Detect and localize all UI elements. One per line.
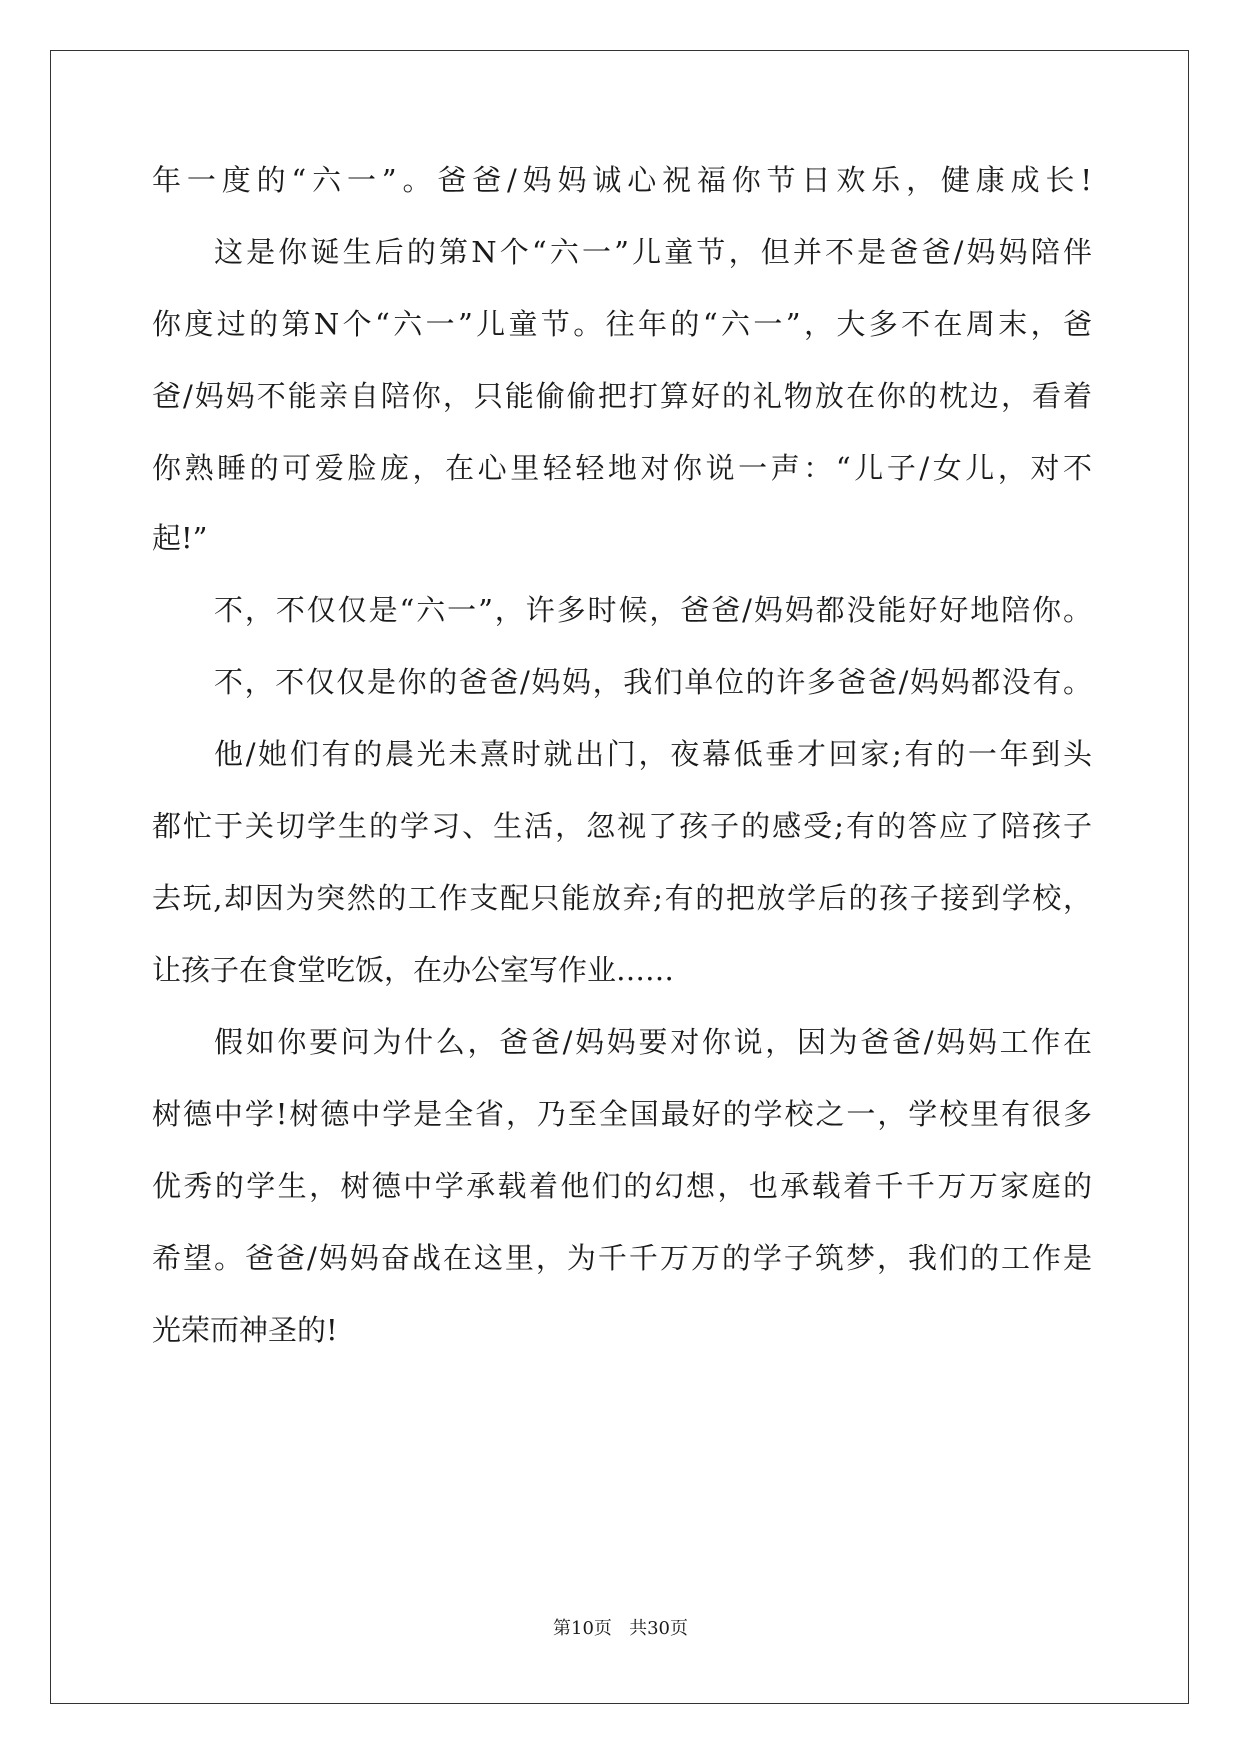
- text-line: 去玩,却因为突然的工作支配只能放弃;有的把放学后的孩子接到学校，: [152, 881, 1092, 915]
- text-line: 起!”: [152, 521, 208, 555]
- text-line: 树德中学!树德中学是全省，乃至全国最好的学校之一，学校里有很多: [152, 1097, 1092, 1131]
- text-line: 他/她们有的晨光未熹时就出门，夜幕低垂才回家;有的一年到头: [214, 737, 1092, 771]
- page-total: 共30页: [629, 1618, 688, 1639]
- text-line: 不，不仅仅是“六一”，许多时候，爸爸/妈妈都没能好好地陪你。: [214, 593, 1092, 627]
- text-line: 这是你诞生后的第N个“六一”儿童节，但并不是爸爸/妈妈陪伴: [214, 235, 1092, 269]
- text-line: 都忙于关切学生的学习、生活，忽视了孩子的感受;有的答应了陪孩子: [152, 809, 1092, 843]
- page-border: [50, 50, 1189, 1704]
- text-line: 爸/妈妈不能亲自陪你，只能偷偷把打算好的礼物放在你的枕边，看着: [152, 379, 1092, 413]
- text-line: 年一度的“六一”。爸爸/妈妈诚心祝福你节日欢乐，健康成长!: [152, 163, 1092, 197]
- text-line: 你熟睡的可爱脸庞，在心里轻轻地对你说一声：“儿子/女儿，对不: [152, 451, 1092, 485]
- text-line: 优秀的学生，树德中学承载着他们的幻想，也承载着千千万万家庭的: [152, 1169, 1092, 1203]
- page-number: 第10页: [553, 1618, 612, 1639]
- text-line: 你度过的第N个“六一”儿童节。往年的“六一”，大多不在周末，爸: [152, 307, 1092, 341]
- page-footer: [0, 1617, 1241, 1641]
- text-line: 假如你要问为什么，爸爸/妈妈要对你说，因为爸爸/妈妈工作在: [214, 1025, 1092, 1059]
- text-line: 不，不仅仅是你的爸爸/妈妈，我们单位的许多爸爸/妈妈都没有。: [214, 665, 1092, 699]
- text-line: 让孩子在食堂吃饭，在办公室写作业……: [152, 953, 675, 987]
- text-line: 希望。爸爸/妈妈奋战在这里，为千千万万的学子筑梦，我们的工作是: [152, 1241, 1092, 1275]
- text-line: 光荣而神圣的!: [152, 1313, 338, 1347]
